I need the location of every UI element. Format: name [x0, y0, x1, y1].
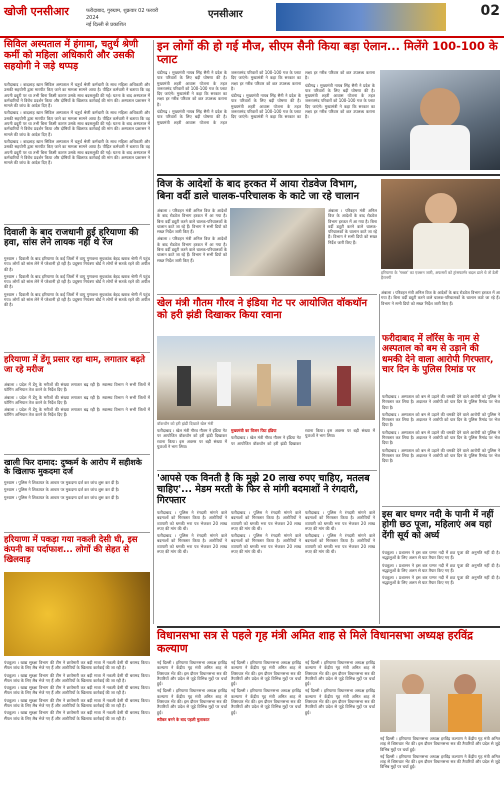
- bottom-story-headline: विधानसभा सत्र से पहले गृह मंत्री अमित शाह से मिले विधानसभा अध्यक्ष हरविंद्र कल्याण: [157, 629, 473, 655]
- crime-story: [157, 474, 377, 507]
- mid-story-body-2: अंबाला । परिवहन मंत्री अनिल विज के आदेशों के बाद रोडवेज विभाग हरकत में आ गया है। बिना वर्दी ड्यूटी करने वाले चालक-परिचालकों के चालान काटे जा रहे हैं। विभाग ने सभी डिपो को सख्त निर्देश जारी किए हैं।: [328, 208, 377, 245]
- right-story-2-headline: इस बार घग्गर नदी के पानी में नहीं होगी छठ पूजा, महिलाएं अब यहां देंगी सूर्य को अर्घ्य: [382, 510, 494, 541]
- mid-story: [157, 179, 377, 202]
- left-story-2: [4, 228, 150, 249]
- column-divider: [153, 40, 154, 624]
- left-story-3: [4, 356, 150, 376]
- divider: [157, 174, 500, 176]
- left-story-1-headline: सिविल अस्पताल में हंगामा, चतुर्थ श्रेणी कर्मी को महिला अधिकारी और उसकी सहयोगी ने जड़े थप्पड़: [4, 39, 139, 72]
- divider: [4, 352, 150, 353]
- divider: [157, 294, 377, 295]
- right-story-1-body: फरीदाबाद । अस्पताल को बम से उड़ाने की धमकी देने वाले आरोपी को पुलिस ने गिरफ्तार कर लिया है। अदालत ने आरोपी को चार दिन के पुलिस रिमांड पर भेज दिया है। फरीदाबाद । अस्पताल को बम से उड़ाने की धमकी देने वाले आरोपी को पुलिस ने गिरफ्तार कर लिया है। अदालत ने आरोपी को चार दिन के पुलिस रिमांड पर भेज दिया है। फरीदाबाद । अस्पताल को बम से उड़ाने की धमकी देने वाले आरोपी को पुलिस ने गिरफ्तार कर लिया है। अदालत ने आरोपी को चार दिन के पुलिस रिमांड पर भेज दिया है। फरीदाबाद । अस्पताल को बम से उड़ाने की धमकी देने वाले आरोपी को पुलिस ने गिरफ्तार कर लिया है। अदालत ने आरोपी को चार दिन के पुलिस रिमांड पर भेज दिया है।: [382, 394, 500, 464]
- left-story-4-headline: खाली फिर दामाद: दुष्कर्म के आरोप में सहीशके के खिलाफ मुकदमा दर्ज: [4, 458, 142, 477]
- walkathon-photo: [157, 336, 375, 420]
- left-story-5: [4, 536, 150, 565]
- section-name: एनसीआर: [208, 9, 243, 20]
- vij-photo-caption: हरियाणा के 'गब्बर' का एक्शन जारी, अफसरों को ट्रांसफार्मर बदल डाले थे तो डेली हैरानगी: [381, 270, 499, 280]
- left-story-5-headline: हरियाणा में पकड़ा गया नकली देसी घी, इस कंपनी का पर्दाफाश... लोगों की सेहत से खिलवाड़: [4, 535, 138, 565]
- top-story-headline: इन लोगों की हो गई मौज, सीएम सैनी किया बड़ा ऐलान... मिलेंगे 100-100 के प्लाट: [157, 39, 498, 67]
- bottom-story-body-2: नई दिल्ली । हरियाणा विधानसभा अध्यक्ष हरविंद्र कल्याण ने केंद्रीय गृह मंत्री अमित शाह से शिष्टाचार भेंट की। इस दौरान विधानसभा सत्र की तैयारियों और प्रदेश से जुड़े विभिन्न मुद्दों पर चर्चा हुई। नई दिल्ली । हरियाणा विधानसभा अध्यक्ष हरविंद्र कल्याण ने केंद्रीय गृह मंत्री अमित शाह से शिष्टाचार भेंट की। इस दौरान विधानसभा सत्र की तैयारियों और प्रदेश से जुड़े विभिन्न मुद्दों पर चर्चा हुई।: [380, 736, 500, 770]
- column-divider: [379, 294, 380, 624]
- left-story-2-body: गुरुग्राम । दिवाली के बाद हरियाणा के कई जिलों में वायु गुणवत्ता सूचकांक बेहद खराब श्रेणी में पहुंच गया। लोगों को सांस लेने में परेशानी हो रही है। प्रदूषण नियंत्रण बोर्ड ने लोगों से सतर्क रहने की अपील की है। गुरुग्राम । दिवाली के बाद हरियाणा के कई जिलों में वायु गुणवत्ता सूचकांक बेहद खराब श्रेणी में पहुंच गया। लोगों को सांस लेने में परेशानी हो रही है। प्रदूषण नियंत्रण बोर्ड ने लोगों से सतर्क रहने की अपील की है। गुरुग्राम । दिवाली के बाद हरियाणा के कई जिलों में वायु गुणवत्ता सूचकांक बेहद खराब श्रेणी में पहुंच गया। लोगों को सांस लेने में परेशानी हो रही है। प्रदूषण नियंत्रण बोर्ड ने लोगों से सतर्क रहने की अपील की है।: [4, 256, 150, 308]
- sport-story-headline: खेल मंत्री गौतम गौरव ने इंडिया गेट पर आयोजित वॉकथॉन को हरी झंडी दिखाकर किया रवाना: [157, 298, 368, 321]
- crime-story-body: फरीदाबाद । पुलिस ने रंगदारी मांगने वाले बदमाशों को गिरफ्तार किया है। आरोपियों ने व्यापारी को धमकी भरा पत्र भेजकर 20 लाख रुपए की मांग की थी। फरीदाबाद । पुलिस ने रंगदारी मांगने वाले बदमाशों को गिरफ्तार किया है। आरोपियों ने व्यापारी को धमकी भरा पत्र भेजकर 20 लाख रुपए की मांग की थी। फरीदाबाद । पुलिस ने रंगदारी मांगने वाले बदमाशों को गिरफ्तार किया है। आरोपियों ने व्यापारी को धमकी भरा पत्र भेजकर 20 लाख रुपए की मांग की थी। फरीदाबाद । पुलिस ने रंगदारी मांगने वाले बदमाशों को गिरफ्तार किया है। आरोपियों ने व्यापारी को धमकी भरा पत्र भेजकर 20 लाख रुपए की मांग की थी। फरीदाबाद । पुलिस ने रंगदारी मांगने वाले बदमाशों को गिरफ्तार किया है। आरोपियों ने व्यापारी को धमकी भरा पत्र भेजकर 20 लाख रुपए की मांग की थी। फरीदाबाद । पुलिस ने रंगदारी मांगने वाले बदमाशों को गिरफ्तार किया है। आरोपियों ने व्यापारी को धमकी भरा पत्र भेजकर 20 लाख रुपए की मांग की थी।: [157, 510, 375, 555]
- divider: [157, 626, 500, 628]
- page-number: 02: [480, 3, 500, 19]
- mid-story-headline: विज के आदेशों के बाद हरकत में आया रोडवेज विभाग, बिना वर्दी डाले चालक-परिचालक के काटे जा रहे चालान: [157, 179, 360, 202]
- sport-story-body: फरीदाबाद । खेल मंत्री गौरव गौतम ने इंडिया गेट पर आयोजित वॉकथॉन को हरी झंडी दिखाकर रवाना किया। इस अवसर पर बड़ी संख्या में युवाओं ने भाग लिया। मुख्यमंत्री का विजन फिट इंडिया फरीदाबाद । खेल मंत्री गौरव गौतम ने इंडिया गेट पर आयोजित वॉकथॉन को हरी झंडी दिखाकर रवाना किया। इस अवसर पर बड़ी संख्या में युवाओं ने भाग लिया।: [157, 428, 375, 449]
- walkathon-caption: वॉकथॉन को हरी झंडी दिखाते खेल मंत्री: [157, 421, 214, 426]
- left-story-3-body: अंबाला । प्रदेश में डेंगू के मरीजों की संख्या लगातार बढ़ रही है। स्वास्थ्य विभाग ने सभी जिलों में फॉगिंग अभियान तेज करने के निर्देश दिए हैं। अंबाला । प्रदेश में डेंगू के मरीजों की संख्या लगातार बढ़ रही है। स्वास्थ्य विभाग ने सभी जिलों में फॉगिंग अभियान तेज करने के निर्देश दिए हैं। अंबाला । प्रदेश में डेंगू के मरीजों की संख्या लगातार बढ़ रही है। स्वास्थ्य विभाग ने सभी जिलों में फॉगिंग अभियान तेज करने के निर्देश दिए हैं।: [4, 382, 150, 418]
- divider: [4, 224, 150, 225]
- right-story-2: [382, 510, 500, 541]
- vij-photo: [381, 179, 500, 269]
- sport-story: [157, 298, 377, 321]
- bottom-story-body: नई दिल्ली । हरियाणा विधानसभा अध्यक्ष हरविंद्र कल्याण ने केंद्रीय गृह मंत्री अमित शाह से शिष्टाचार भेंट की। इस दौरान विधानसभा सत्र की तैयारियों और प्रदेश से जुड़े विभिन्न मुद्दों पर चर्चा हुई। नई दिल्ली । हरियाणा विधानसभा अध्यक्ष हरविंद्र कल्याण ने केंद्रीय गृह मंत्री अमित शाह से शिष्टाचार भेंट की। इस दौरान विधानसभा सत्र की तैयारियों और प्रदेश से जुड़े विभिन्न मुद्दों पर चर्चा हुई। स्पीकर बनने के बाद पहली मुलाकात नई दिल्ली । हरियाणा विधानसभा अध्यक्ष हरविंद्र कल्याण ने केंद्रीय गृह मंत्री अमित शाह से शिष्टाचार भेंट की। इस दौरान विधानसभा सत्र की तैयारियों और प्रदेश से जुड़े विभिन्न मुद्दों पर चर्चा हुई। नई दिल्ली । हरियाणा विधानसभा अध्यक्ष हरविंद्र कल्याण ने केंद्रीय गृह मंत्री अमित शाह से शिष्टाचार भेंट की। इस दौरान विधानसभा सत्र की तैयारियों और प्रदेश से जुड़े विभिन्न मुद्दों पर चर्चा हुई। नई दिल्ली । हरियाणा विधानसभा अध्यक्ष हरविंद्र कल्याण ने केंद्रीय गृह मंत्री अमित शाह से शिष्टाचार भेंट की। इस दौरान विधानसभा सत्र की तैयारियों और प्रदेश से जुड़े विभिन्न मुद्दों पर चर्चा हुई। नई दिल्ली । हरियाणा विधानसभा अध्यक्ष हरविंद्र कल्याण ने केंद्रीय गृह मंत्री अमित शाह से शिष्टाचार भेंट की। इस दौरान विधानसभा सत्र की तैयारियों और प्रदेश से जुड़े विभिन्न मुद्दों पर चर्चा हुई।: [157, 660, 375, 722]
- vij-story-body: अंबाला । परिवहन मंत्री अनिल विज के आदेशों के बाद रोडवेज विभाग हरकत में आ गया है। बिना वर्दी ड्यूटी करने वाले चालक-परिचालकों के चालान काटे जा रहे हैं। विभाग ने सभी डिपो को सख्त निर्देश जारी किए हैं।: [381, 290, 500, 306]
- left-story-2-headline: दिवाली के बाद राजधानी हुई हरियाणा की हवा, सांस लेने लायक नहीं थे रेंज: [4, 228, 139, 249]
- crime-story-headline: 'आपसे एक विनती है कि मुझे 20 लाख रुपए चाहिए, मतलब चाहिए'... मेडम मरती के फिर से मांगी बदमाशों ने रंगदारी, गिरफ्तार: [157, 473, 370, 506]
- top-story: [157, 40, 500, 66]
- left-story-4: [4, 458, 150, 476]
- divider: [4, 532, 150, 533]
- page-header: [0, 0, 504, 38]
- mid-story-body: अंबाला । परिवहन मंत्री अनिल विज के आदेशों के बाद रोडवेज विभाग हरकत में आ गया है। बिना वर्दी ड्यूटी करने वाले चालक-परिचालकों के चालान काटे जा रहे हैं। विभाग ने सभी डिपो को सख्त निर्देश जारी किए हैं। अंबाला । परिवहन मंत्री अनिल विज के आदेशों के बाद रोडवेज विभाग हरकत में आ गया है। बिना वर्दी ड्यूटी करने वाले चालक-परिचालकों के चालान काटे जा रहे हैं। विभाग ने सभी डिपो को सख्त निर्देश जारी किए हैं।: [157, 208, 227, 263]
- header-advertisement: [276, 3, 446, 31]
- meeting-photo: [380, 660, 500, 732]
- masthead-title: खोजी एनसीआर: [4, 5, 69, 18]
- top-story-body: चंडीगढ़ । मुख्यमंत्री नायब सिंह सैनी ने प्रदेश के पात्र परिवारों के लिए बड़ी घोषणा की है। मुख्यमंत्री शहरी आवास योजना के तहत जरूरतमंद परिवारों को 100-100 गज के प्लाट दिए जाएंगे। मुख्यमंत्री ने कहा कि सरकार का लक्ष्य हर गरीब परिवार को छत उपलब्ध कराना है। चंडीगढ़ । मुख्यमंत्री नायब सिंह सैनी ने प्रदेश के पात्र परिवारों के लिए बड़ी घोषणा की है। मुख्यमंत्री शहरी आवास योजना के तहत जरूरतमंद परिवारों को 100-100 गज के प्लाट दिए जाएंगे। मुख्यमंत्री ने कहा कि सरकार का लक्ष्य हर गरीब परिवार को छत उपलब्ध कराना है। चंडीगढ़ । मुख्यमंत्री नायब सिंह सैनी ने प्रदेश के पात्र परिवारों के लिए बड़ी घोषणा की है। मुख्यमंत्री शहरी आवास योजना के तहत जरूरतमंद परिवारों को 100-100 गज के प्लाट दिए जाएंगे। मुख्यमंत्री ने कहा कि सरकार का लक्ष्य हर गरीब परिवार को छत उपलब्ध कराना है। चंडीगढ़ । मुख्यमंत्री नायब सिंह सैनी ने प्रदेश के पात्र परिवारों के लिए बड़ी घोषणा की है। मुख्यमंत्री शहरी आवास योजना के तहत जरूरतमंद परिवारों को 100-100 गज के प्लाट दिए जाएंगे। मुख्यमंत्री ने कहा कि सरकार का लक्ष्य हर गरीब परिवार को छत उपलब्ध कराना है।: [157, 70, 375, 125]
- bottom-story: [157, 630, 500, 655]
- left-story-4-body: गुरुग्राम । पुलिस ने शिकायत के आधार पर मुकदमा दर्ज कर जांच शुरू कर दी है। गुरुग्राम । पुलिस ने शिकायत के आधार पर मुकदमा दर्ज कर जांच शुरू कर दी है। गुरुग्राम । पुलिस ने शिकायत के आधार पर मुकदमा दर्ज कर जांच शुरू कर दी है।: [4, 480, 120, 500]
- right-story-1-headline: फरीदाबाद में लॉरेंस के नाम से अस्पताल को बम से उड़ाने की धमकी देने वाला आरोपी गिरफ्तार, चार दिन के पुलिस रिमांड पर: [382, 334, 494, 376]
- left-story-5-body: पंचकूला । खाद्य सुरक्षा विभाग की टीम ने छापेमारी कर बड़ी मात्रा में नकली देसी घी बरामद किया। सैंपल जांच के लिए लैब भेजे गए हैं और आरोपियों के खिलाफ कार्रवाई की जा रही है। पंचकूला । खाद्य सुरक्षा विभाग की टीम ने छापेमारी कर बड़ी मात्रा में नकली देसी घी बरामद किया। सैंपल जांच के लिए लैब भेजे गए हैं और आरोपियों के खिलाफ कार्रवाई की जा रही है। पंचकूला । खाद्य सुरक्षा विभाग की टीम ने छापेमारी कर बड़ी मात्रा में नकली देसी घी बरामद किया। सैंपल जांच के लिए लैब भेजे गए हैं और आरोपियों के खिलाफ कार्रवाई की जा रही है। पंचकूला । खाद्य सुरक्षा विभाग की टीम ने छापेमारी कर बड़ी मात्रा में नकली देसी घी बरामद किया। सैंपल जांच के लिए लैब भेजे गए हैं और आरोपियों के खिलाफ कार्रवाई की जा रही है। पंचकूला । खाद्य सुरक्षा विभाग की टीम ने छापेमारी कर बड़ी मात्रा में नकली देसी घी बरामद किया। सैंपल जांच के लिए लैब भेजे गए हैं और आरोपियों के खिलाफ कार्रवाई की जा रही है।: [4, 660, 150, 721]
- right-story-1: [382, 334, 500, 375]
- right-story-2-body: पंचकूला । प्रशासन ने इस बार घग्गर नदी में छठ पूजा की अनुमति नहीं दी है। श्रद्धालुओं के लिए अलग से घाट तैयार किए गए हैं। पंचकूला । प्रशासन ने इस बार घग्गर नदी में छठ पूजा की अनुमति नहीं दी है। श्रद्धालुओं के लिए अलग से घाट तैयार किए गए हैं। पंचकूला । प्रशासन ने इस बार घग्गर नदी में छठ पूजा की अनुमति नहीं दी है। श्रद्धालुओं के लिए अलग से घाट तैयार किए गए हैं।: [382, 550, 500, 586]
- masthead-date: फरीदाबाद, गुरुग्राम, शुक्रवार 02 फरवरी 2024 नई दिल्ली से प्रकाशित: [86, 8, 159, 28]
- divider: [4, 454, 150, 455]
- left-story-1-body: फरीदाबाद । बादशाह खान सिविल अस्पताल में चतुर्थ श्रेणी कर्मचारी के साथ महिला अधिकारी और उसकी सहयोगी द्वारा मारपीट किए जाने का मामला सामने आया है। पीड़ित कर्मचारी ने बताया कि वह अपनी ड्यूटी पर था तभी बिना किसी कारण उसके साथ बदसलूकी की गई। घटना के बाद अस्पताल में कर्मचारियों ने विरोध प्रदर्शन किया और दोषियों के खिलाफ कार्रवाई की मांग की। अस्पताल प्रशासन ने मामले की जांच के आदेश दिए हैं। फरीदाबाद । बादशाह खान सिविल अस्पताल में चतुर्थ श्रेणी कर्मचारी के साथ महिला अधिकारी और उसकी सहयोगी द्वारा मारपीट किए जाने का मामला सामने आया है। पीड़ित कर्मचारी ने बताया कि वह अपनी ड्यूटी पर था तभी बिना किसी कारण उसके साथ बदसलूकी की गई। घटना के बाद अस्पताल में कर्मचारियों ने विरोध प्रदर्शन किया और दोषियों के खिलाफ कार्रवाई की मांग की। अस्पताल प्रशासन ने मामले की जांच के आदेश दिए हैं। फरीदाबाद । बादशाह खान सिविल अस्पताल में चतुर्थ श्रेणी कर्मचारी के साथ महिला अधिकारी और उसकी सहयोगी द्वारा मारपीट किए जाने का मामला सामने आया है। पीड़ित कर्मचारी ने बताया कि वह अपनी ड्यूटी पर था तभी बिना किसी कारण उसके साथ बदसलूकी की गई। घटना के बाद अस्पताल में कर्मचारियों ने विरोध प्रदर्शन किया और दोषियों के खिलाफ कार्रवाई की मांग की। अस्पताल प्रशासन ने मामले की जांच के आदेश दिए हैं।: [4, 82, 150, 166]
- left-story-3-headline: हरियाणा में डेंगू प्रसार रहा थाम, लगातार बढ़ते जा रहे मरीज: [4, 355, 145, 375]
- ghee-photo: [4, 572, 150, 656]
- left-story-1: [4, 40, 150, 73]
- cm-photo: [380, 70, 500, 170]
- roadways-photo: [230, 208, 325, 276]
- divider: [157, 470, 377, 471]
- divider: [382, 506, 500, 507]
